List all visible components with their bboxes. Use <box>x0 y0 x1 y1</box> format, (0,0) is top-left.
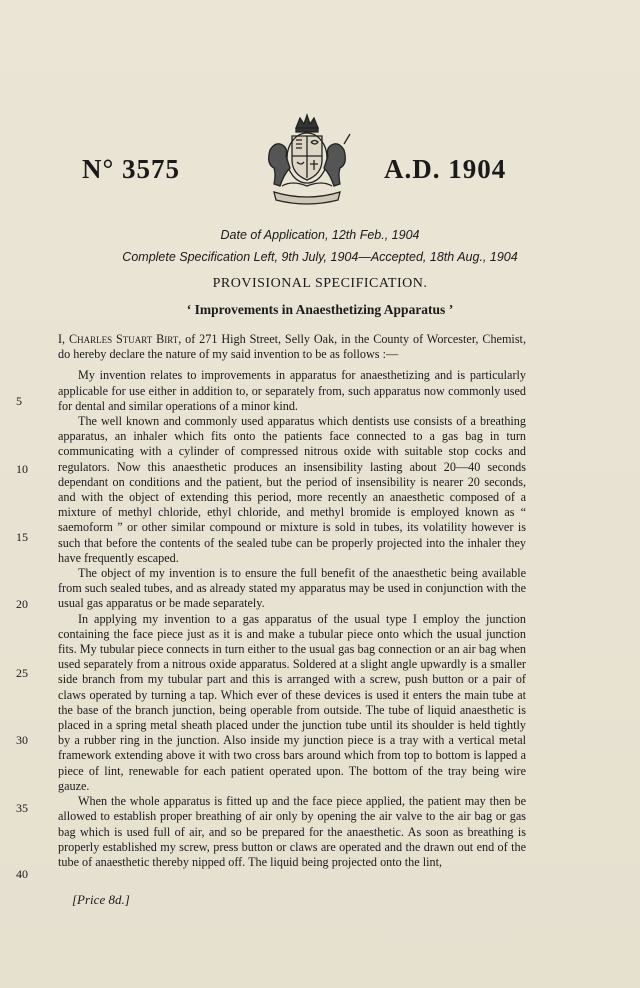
line-number: 10 <box>16 462 28 476</box>
intro-paragraph <box>58 332 526 362</box>
line-number: 20 <box>16 597 28 611</box>
inventor-name: Charles Stuart Birt <box>68 332 179 346</box>
patent-number: N° 3575 <box>82 154 181 184</box>
patent-year: A.D. 1904 <box>384 154 507 184</box>
complete-specification-date: Complete Specification Left, 9th July, 1904—Accepted, 18th Aug., 1904 <box>122 250 518 264</box>
line-number: 5 <box>16 394 22 408</box>
line-number: 25 <box>16 666 28 680</box>
document-title: PROVISIONAL SPECIFICATION. <box>212 276 428 291</box>
body-paragraph: In applying my invention to a gas apparatus of the usual type I employ the junction containing the face piece just as it is and make a tubular piece onto which the usual junction fits. My tubular piece connects in turn either to the usual gas bag connection or an air bag when used separately from a nitrous oxide apparatus. Soldered at a slight angle upwardly is a smaller side branch from my tubular part and this is arranged with a screw, push button or a pair of claws operated by turning a tap. Which ever of these devices is used it enters the main tube at the base of the branch junction, being operable from outside. The tube of liquid anaesthetic is placed in a spring metal sheath placed under the junction tube until its shoulder is held tightly by a rubber ring in the junction. Also inside my junction piece is a tray with a vertical metal framework extending above it with two cross bars around which from top to bottom is lapped a piece of lint, renewable for each patient operated upon. The bottom of the tray being wire gauze. <box>58 611 526 793</box>
body-paragraph: My invention relates to improvements in apparatus for anaesthetizing and is particularly applicable for use either in addition to, or separately from, such apparatus now commonly used for dental and similar operations of a minor kind. <box>58 368 526 413</box>
price-label: [Price 8d.] <box>72 892 130 907</box>
body-paragraph: When the whole apparatus is fitted up and the face piece applied, the patient may then be allowed to establish proper breathing of air only by opening the air valve to the air bag or gas bag which is used full of air, and so be prepared for the anaesthetic. As soon as breathing is properly established my screw, press button or claws are operated and the drawn out end of the tube of anaesthetic thereby nipped off. The liquid being projected onto the lint, <box>58 794 526 869</box>
body-paragraph: The object of my invention is to ensure the full benefit of the anaesthetic being available from such sealed tubes, and as already stated my apparatus may be used in conjunction with the usual gas apparatus or be made separately. <box>58 566 526 611</box>
body-paragraph: The well known and commonly used apparatus which dentists use consists of a breathing apparatus, an inhaler which fits onto the patients face connected to a gas bag in turn communicating with a cylinder of compressed nitrous oxide with suitable stop cocks and regulators. Now this anaesthetic produces an insensibility lasting about 20—40 seconds dependant on conditions and the patient, but the period of insensibility is nearer 20 seconds, and with the object of extending this period, more recently an anaesthetic composed of a mixture of methyl chloride, ethyl chloride, and methyl bromide is employed known as “ saemoform ” or other similar compound or mixture is sold in tubes, its volatility however is such that before the contents of the sealed tube can be properly projected into the inhaler they have frequently escaped. <box>58 414 526 565</box>
application-date: Date of Application, 12th Feb., 1904 <box>220 228 420 242</box>
intro-text: , of 271 High Street, Selly Oak, in the County of Worcester, Chemist, do hereby declare the nature of my said invention to be as follows :— <box>58 332 526 362</box>
specification-dates <box>0 224 640 268</box>
specification-body <box>58 332 526 870</box>
royal-coat-of-arms-icon <box>252 110 362 210</box>
invention-title: ‘ Improvements in Anaesthetizing Apparatus ’ <box>186 302 454 317</box>
line-number: 30 <box>16 733 28 747</box>
patent-header <box>0 110 640 210</box>
line-number: 40 <box>16 867 28 881</box>
intro-prefix: I, <box>58 332 69 346</box>
line-number: 15 <box>16 530 28 544</box>
line-number: 35 <box>16 801 28 815</box>
